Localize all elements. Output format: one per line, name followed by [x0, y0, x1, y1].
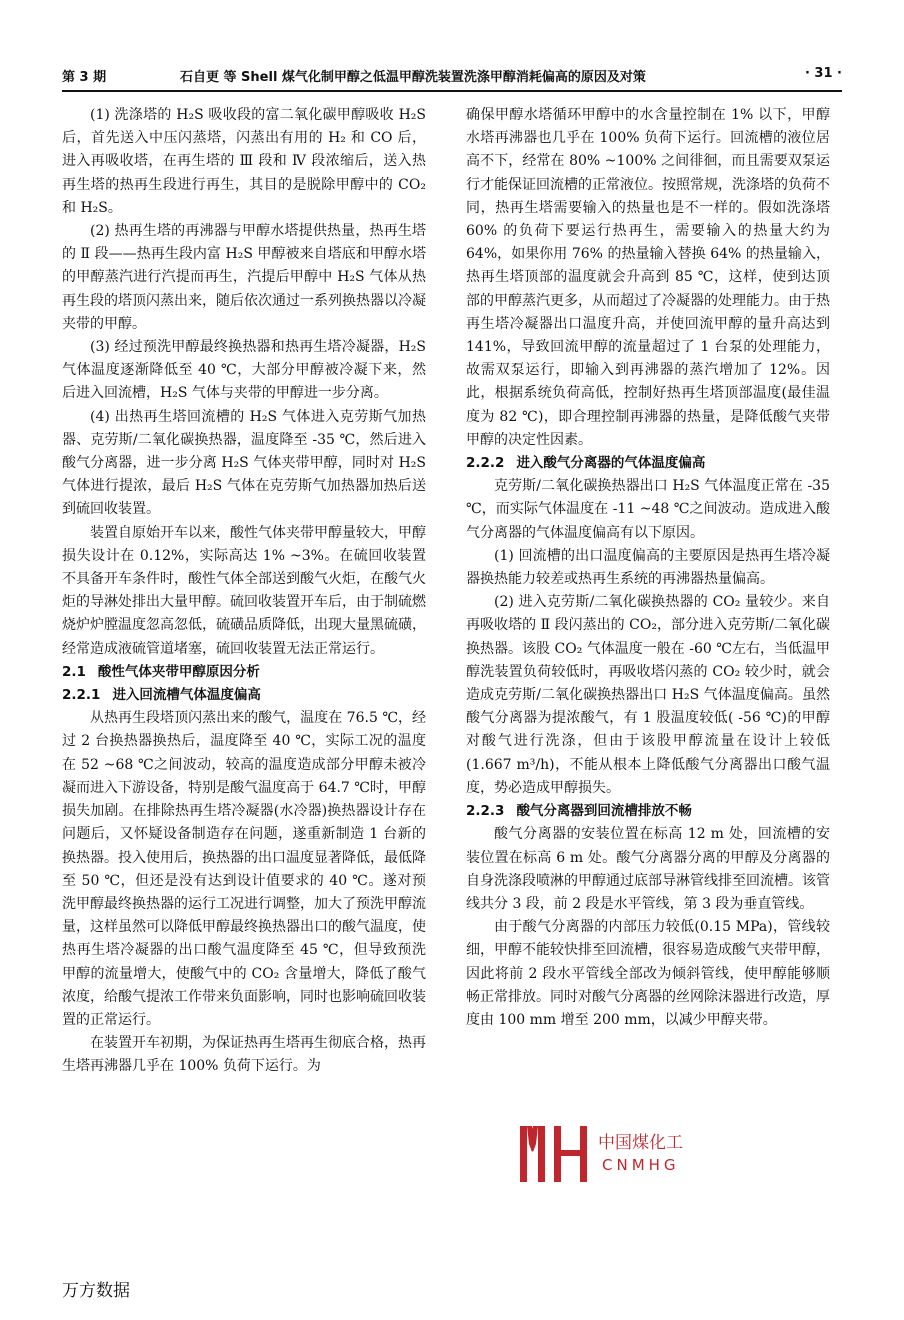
paragraph: 从热再生段塔顶闪蒸出来的酸气，温度在 76.5 ℃，经过 2 台换热器换热后，温度降至 40 ℃，实际工况的温度在 52 ~68 ℃之间波动，较高的温度造成部分甲醇未被冷凝而进入下游设备，特别是酸气温度高于 64.7 ℃时，甲醇损失加剧。在排除热再生塔冷凝器(水冷器)换热器设计存在问题后，又怀疑设备制造存在问题，遂重新制造 1 台新的换热器。投入使用后，换热器的出口温度显著降低，最低降至 50 ℃，但还是没有达到设计值要求的 40 ℃。遂对预洗甲醇最终换热器的运行工况进行调整，加大了预洗甲醇流量，这样虽然可以降低甲醇最终换热器出口的酸气温度，使热再生塔冷凝器的出口酸气温度降至 45 ℃，但导致预洗甲醇的流量增大，使酸气中的 CO₂ 含量增大，降低了酸气浓度，给酸气提浓工作带来负面影响，同时也影响硫回收装置的正常运行。 — [62, 710, 426, 1028]
paragraph: 克劳斯/二氧化碳换热器出口 H₂S 气体温度正常在 -35 ℃，而实际气体温度在 -11 ~48 ℃之间波动。造成进入酸气分离器的气体温度偏高有以下原因。 — [466, 478, 830, 541]
right-column — [466, 104, 830, 1032]
paragraph: (2) 热再生塔的再沸器与甲醇水塔提供热量，热再生塔的 Ⅱ 段——热再生段内富 H₂S 甲醇被来自塔底和甲醇水塔的甲醇蒸汽进行汽提而再生，汽提后甲醇中 H₂S 气体从热再生段的塔顶闪蒸出来，随后依次通过一系列换热器以冷凝夹带的甲醇。 — [62, 223, 426, 332]
watermark-text-en: CNMHG — [602, 1156, 680, 1174]
watermark-logo-icon — [518, 1122, 590, 1186]
section-heading — [62, 661, 426, 684]
issue-number: 第 3 期 — [62, 70, 107, 85]
paragraph: (4) 出热再生塔回流槽的 H₂S 气体进入克劳斯气加热器、克劳斯/二氧化碳换热器，温度降至 -35 ℃，然后进入酸气分离器，进一步分离 H₂S 气体夹带甲醇，同时对 H₂S 气体进行提浓，最后 H₂S 气体在克劳斯气加热器加热后送到硫回收装置。 — [62, 408, 426, 518]
paragraph: (3) 经过预洗甲醇最终换热器和热再生塔冷凝器，H₂S 气体温度逐渐降低至 40 ℃，大部分甲醇被冷凝下来，然后进入回流槽，H₂S 气体与夹带的甲醇进一步分离。 — [62, 339, 426, 402]
header-rule — [62, 90, 842, 92]
section-title: 酸性气体夹带甲醇原因分析 — [97, 663, 260, 680]
subsection-number: 2.2.2 — [466, 455, 505, 472]
running-title: 石自更 等 Shell 煤气化制甲醇之低温甲醇洗装置洗涤甲醇消耗偏高的原因及对策 — [180, 70, 646, 85]
subsection-title: 进入酸气分离器的气体温度偏高 — [516, 455, 706, 472]
subsection-heading — [466, 800, 830, 823]
paragraph: 酸气分离器的安装位置在标高 12 m 处，回流槽的安装位置在标高 6 m 处。酸气分离器分离的甲醇及分离器的自身洗涤段喷淋的甲醇通过底部导淋管线排至回流槽。该管线共分 3 段，前 2 段是水平管线，第 3 段为垂直管线。 — [466, 826, 830, 912]
watermark — [518, 1122, 732, 1186]
subsection-number: 2.2.3 — [466, 803, 505, 820]
subsection-title: 进入回流槽气体温度偏高 — [112, 687, 261, 704]
paragraph: 确保甲醇水塔循环甲醇中的水含量控制在 1% 以下，甲醇水塔再沸器也几乎在 100% 负荷下运行。回流槽的液位居高不下，经常在 80% ~100% 之间徘徊，而且需要双泵运行才能保证回流槽的正常液位。按照常规，洗涤塔的负荷不同，热再生塔需要输入的热量也是不一样的。假如洗涤塔 60% 的负荷下要运行热再生，需要输入的热量大约为 64%，如果你用 76% 的热量输入替换 64% 的热量输入，热再生塔顶部的温度就会升高到 85 ℃，这样，使到达顶部的甲醇蒸汽更多，从而超过了冷凝器的处理能力。由于热再生塔冷凝器出口温度升高，并使回流甲醇的量升高达到 141%，导致回流甲醇的流量超过了 1 台泵的处理能力，故需双泵运行，即输入到再沸器的蒸汽增加了 12%。因此，根据系统负荷高低，控制好热再生塔顶部温度(最佳温度为 82 ℃)，即合理控制再沸器的热量，是降低酸气夹带甲醇的决定性因素。 — [466, 107, 830, 448]
left-column — [62, 104, 426, 1079]
subsection-number: 2.2.1 — [62, 687, 101, 704]
paragraph: 由于酸气分离器的内部压力较低(0.15 MPa)，管线较细，甲醇不能较快排至回流槽，很容易造成酸气夹带甲醇，因此将前 2 段水平管线全部改为倾斜管线，使甲醇能够顺畅正常排放。同时对酸气分离器的丝网除沫器进行改造，厚度由 100 mm 增至 200 mm，以减少甲醇夹带。 — [466, 919, 830, 1028]
page-number: · 31 · — [804, 66, 842, 81]
subsection-heading — [466, 452, 830, 475]
paragraph: (2) 进入克劳斯/二氧化碳换热器的 CO₂ 量较少。来自再吸收塔的 Ⅱ 段闪蒸出的 CO₂，部分进入克劳斯/二氧化碳换热器。该股 CO₂ 气体温度一般在 -60 ℃左右，当低温甲醇洗装置负荷较低时，再吸收塔闪蒸的 CO₂ 较少时，就会造成克劳斯/二氧化碳换热器出口 H₂S 气体温度偏高。虽然酸气分离器为提浓酸气，有 1 股温度较低( -56 ℃)的甲醇对酸气进行洗涤，但由于该股甲醇流量在设计上较低(1.667 m³/h)，不能从根本上降低酸气分离器出口酸气温度，势必造成甲醇损失。 — [466, 594, 830, 796]
paragraph: (1) 回流槽的出口温度偏高的主要原因是热再生塔冷凝器换热能力较差或热再生系统的再沸器热量偏高。 — [466, 547, 830, 588]
footer-source: 万方数据 — [62, 1281, 130, 1301]
paragraph: 在装置开车初期，为保证热再生塔再生彻底合格，热再生塔再沸器几乎在 100% 负荷下运行。为 — [62, 1035, 426, 1075]
watermark-text-cn: 中国煤化工 — [598, 1128, 683, 1153]
paragraph: 装置自原始开车以来，酸性气体夹带甲醇量较大，甲醇损失设计在 0.12%，实际高达 1% ~3%。在硫回收装置不具备开车条件时，酸性气体全部送到酸气火炬，在酸气火炬的导淋处排出大量甲醇。硫回收装置开车后，由于制硫燃烧炉炉膛温度忽高忽低，硫磺品质降低，出现大量黑硫磺，经常造成液硫管道堵塞，硫回收装置无法正常运行。 — [62, 524, 426, 657]
section-number: 2.1 — [62, 663, 86, 680]
running-header — [62, 66, 842, 88]
subsection-title: 酸气分离器到回流槽排放不畅 — [516, 803, 692, 820]
paragraph: (1) 洗涤塔的 H₂S 吸收段的富二氧化碳甲醇吸收 H₂S 后，首先送入中压闪蒸塔，闪蒸出有用的 H₂ 和 CO 后，进入再吸收塔，在再生塔的 Ⅲ 段和 Ⅳ 段浓缩后，送入热再生塔的热再生段进行再生，其目的是脱除甲醇中的 CO₂ 和 H₂S。 — [62, 107, 426, 216]
subsection-heading — [62, 684, 426, 707]
